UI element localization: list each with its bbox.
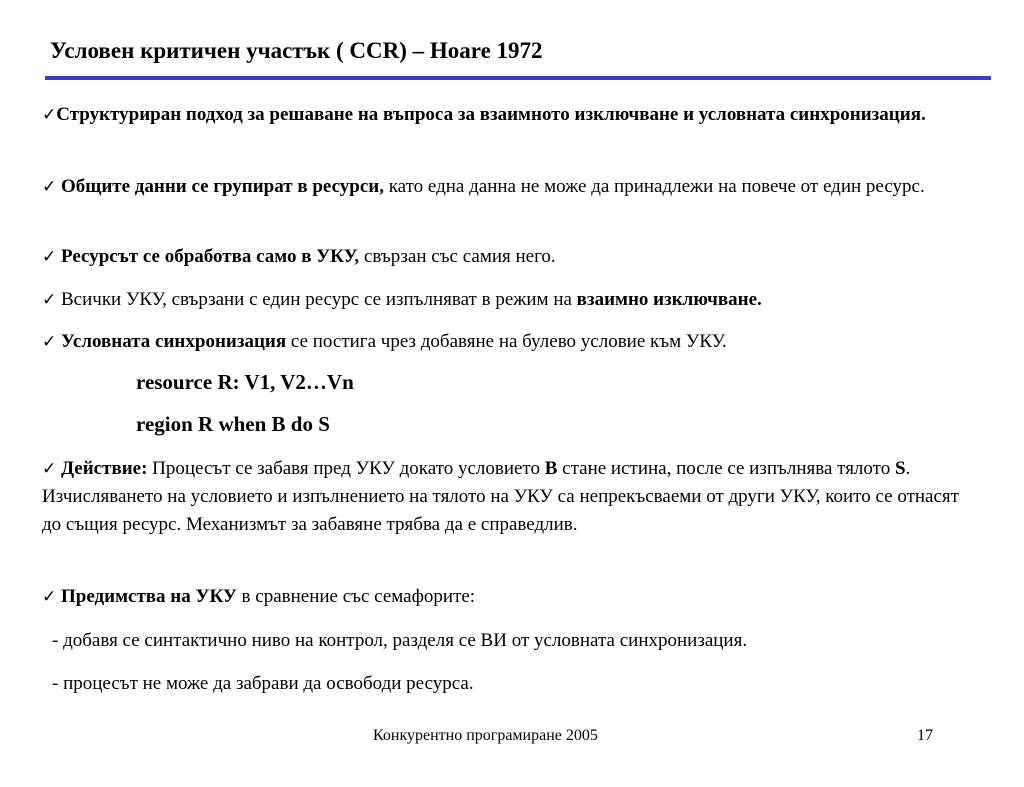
bullet-text-bold: Действие: [61, 458, 148, 479]
bullet-advantages [42, 583, 962, 611]
bullet-mutual-exclusion [42, 286, 962, 314]
advantage-item-release: - процесът не може да забрави да освободи ресурса. [52, 673, 474, 694]
bullet-text-bold: Структуриран подход за решаване на въпроса за взаимното изключване и условната синхронизация. [56, 104, 926, 125]
bullet-text: Всички УКУ, свързани с един ресурс се изпълняват в режим на [56, 289, 577, 310]
bullet-structured-approach [42, 101, 962, 129]
bullet-text-bold: взаимно изключване. [576, 289, 762, 310]
bullet-text-bold: Общите данни се групират в ресурси, [61, 176, 384, 197]
footer-course: Конкурентно програмиране 2005 [373, 727, 598, 744]
bullet-text: като една данна не може да принадлежи на повече от един ресурс. [383, 176, 925, 197]
title-underline [45, 76, 991, 80]
slide-title: Условен критичен участък ( CCR) – Hoare 1972 [50, 38, 543, 63]
bullet-text-bold: Ресурсът се обработва само в УКУ, [61, 246, 360, 267]
checkmark-icon: ✓ [42, 459, 57, 479]
bullet-text-bold: Предимства на УКУ [61, 586, 237, 607]
bullet-text: в сравнение със семафорите: [236, 586, 476, 607]
checkmark-icon: ✓ [42, 177, 57, 197]
bullet-text-bold: B [544, 458, 558, 479]
bullet-resource-processing [42, 243, 962, 271]
bullet-shared-data [42, 173, 962, 201]
checkmark-icon: ✓ [42, 105, 57, 125]
checkmark-icon: ✓ [42, 247, 57, 267]
checkmark-icon: ✓ [42, 332, 57, 352]
advantage-item-syntax: - добавя се синтактично ниво на контрол, разделя се ВИ от условната синхронизация. [52, 630, 748, 651]
bullet-text: се постига чрез добавяне на булево условие към УКУ. [286, 331, 727, 352]
checkmark-icon: ✓ [42, 290, 57, 310]
checkmark-icon: ✓ [42, 587, 57, 607]
bullet-text: . Изчисляването на условието и изпълнението на тялото на УКУ са непрекъсваеми от други УКУ, които се отнасят до същия ресурс. Механизмът за забавяне трябва да е справедлив. [42, 458, 959, 535]
bullet-text: стане истина, после се изпълнява тялото [557, 458, 895, 479]
code-resource-declaration: resource R: V1, V2…Vn [136, 370, 354, 394]
bullet-text: Процесът се забавя пред УКУ докато условието [147, 458, 545, 479]
code-region-statement: region R when B do S [136, 412, 330, 436]
bullet-text: свързан със самия него. [359, 246, 556, 267]
bullet-text-bold: S [894, 458, 906, 479]
bullet-conditional-sync [42, 328, 962, 356]
bullet-action [42, 455, 962, 539]
page-number: 17 [917, 727, 933, 744]
bullet-text-bold: Условната синхронизация [61, 331, 287, 352]
